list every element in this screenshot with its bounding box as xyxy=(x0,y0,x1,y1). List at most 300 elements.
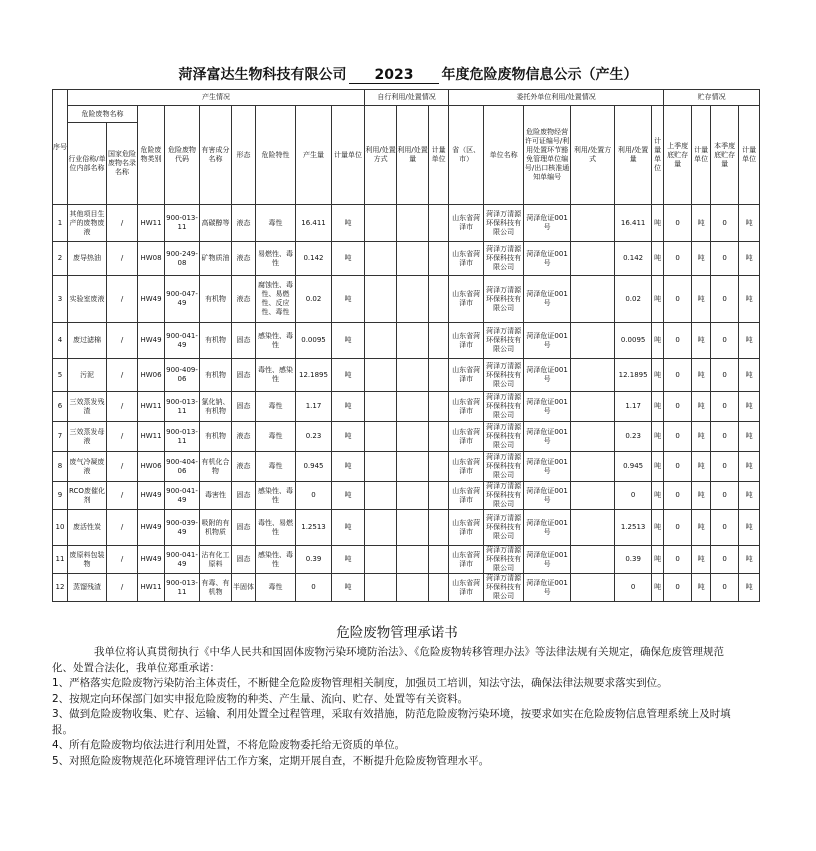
header-produced: 产生量 xyxy=(296,106,332,205)
cell-unit: 吨 xyxy=(332,422,365,452)
cell-self-amount xyxy=(397,323,429,359)
cell-self-unit xyxy=(429,422,449,452)
table-row xyxy=(53,510,760,546)
cell-permit: 菏泽危证001号 xyxy=(524,276,571,323)
cell-prev-unit: 吨 xyxy=(692,276,711,323)
cell-no: 1 xyxy=(53,205,68,242)
cell-category: HW11 xyxy=(138,574,165,602)
cell-form: 液态 xyxy=(232,205,256,242)
cell-cur-unit: 吨 xyxy=(739,510,760,546)
cell-code: 900-013-11 xyxy=(165,205,200,242)
cell-self-method xyxy=(365,359,397,392)
cell-unit-name: 菏泽万清源环保科技有限公司 xyxy=(484,276,524,323)
cell-province: 山东省菏泽市 xyxy=(449,574,484,602)
cell-form: 液态 xyxy=(232,422,256,452)
cell-unit-name: 菏泽万清源环保科技有限公司 xyxy=(484,574,524,602)
cell-self-amount xyxy=(397,392,429,422)
cell-ent-amount: 1.17 xyxy=(615,392,652,422)
cell-self-method xyxy=(365,452,397,482)
cell-ent-unit: 吨 xyxy=(652,276,664,323)
cell-form: 液态 xyxy=(232,452,256,482)
header-prev-unit: 计量单位 xyxy=(692,106,711,205)
cell-self-unit xyxy=(429,452,449,482)
cell-industry-name: 废过滤棉 xyxy=(68,323,107,359)
cell-category: HW49 xyxy=(138,482,165,510)
cell-self-unit xyxy=(429,510,449,546)
cell-prev-stock: 0 xyxy=(664,276,692,323)
cell-code: 900-041-49 xyxy=(165,323,200,359)
cell-permit: 菏泽危证001号 xyxy=(524,510,571,546)
cell-industry-name: 三效蒸发残渣 xyxy=(68,392,107,422)
commitment-item-5: 5、对照危险废物规范化环境管理评估工作方案，定期开展自查，不断提升危险废物管理水平。 xyxy=(52,754,490,767)
cell-component: 吸附的有机物质 xyxy=(200,510,232,546)
cell-hazard: 毒性、感染性 xyxy=(256,359,296,392)
cell-prev-stock: 0 xyxy=(664,242,692,276)
cell-ent-unit: 吨 xyxy=(652,242,664,276)
cell-produced: 1.2513 xyxy=(296,510,332,546)
header-category: 危险废物类别 xyxy=(138,106,165,205)
cell-ent-amount: 16.411 xyxy=(615,205,652,242)
cell-self-amount xyxy=(397,276,429,323)
cell-unit-name: 菏泽万清源环保科技有限公司 xyxy=(484,323,524,359)
cell-produced: 0.23 xyxy=(296,422,332,452)
cell-prev-unit: 吨 xyxy=(692,323,711,359)
cell-permit: 菏泽危证001号 xyxy=(524,482,571,510)
cell-national-name: / xyxy=(107,242,138,276)
cell-unit: 吨 xyxy=(332,452,365,482)
cell-cur-stock: 0 xyxy=(711,482,739,510)
cell-province: 山东省菏泽市 xyxy=(449,452,484,482)
cell-component: 有机物 xyxy=(200,359,232,392)
cell-component: 沾有化工原料 xyxy=(200,546,232,574)
cell-produced: 12.1895 xyxy=(296,359,332,392)
cell-hazard: 毒性 xyxy=(256,422,296,452)
header-unit: 计量单位 xyxy=(332,106,365,205)
cell-national-name: / xyxy=(107,359,138,392)
cell-code: 900-013-11 xyxy=(165,574,200,602)
cell-component: 矿物质油 xyxy=(200,242,232,276)
cell-no: 2 xyxy=(53,242,68,276)
cell-no: 4 xyxy=(53,323,68,359)
cell-unit-name: 菏泽万清源环保科技有限公司 xyxy=(484,422,524,452)
cell-industry-name: 其他项目生产的废物废液 xyxy=(68,205,107,242)
cell-ent-amount: 0.945 xyxy=(615,452,652,482)
commitment-letter xyxy=(52,622,742,769)
cell-prev-stock: 0 xyxy=(664,422,692,452)
cell-unit-name: 菏泽万清源环保科技有限公司 xyxy=(484,359,524,392)
header-unit-name: 单位名称 xyxy=(484,106,524,205)
cell-cur-stock: 0 xyxy=(711,452,739,482)
cell-prev-stock: 0 xyxy=(664,392,692,422)
cell-ent-method xyxy=(571,392,615,422)
header-ent-amount: 利用/处置量 xyxy=(615,106,652,205)
cell-cur-stock: 0 xyxy=(711,323,739,359)
cell-unit: 吨 xyxy=(332,242,365,276)
cell-ent-amount: 12.1895 xyxy=(615,359,652,392)
cell-code: 900-249-08 xyxy=(165,242,200,276)
cell-national-name: / xyxy=(107,205,138,242)
cell-industry-name: 废活性炭 xyxy=(68,510,107,546)
cell-component: 毒害性 xyxy=(200,482,232,510)
cell-national-name: / xyxy=(107,422,138,452)
cell-category: HW11 xyxy=(138,205,165,242)
cell-self-method xyxy=(365,422,397,452)
cell-ent-method xyxy=(571,323,615,359)
cell-prev-unit: 吨 xyxy=(692,242,711,276)
cell-national-name: / xyxy=(107,546,138,574)
cell-prev-stock: 0 xyxy=(664,546,692,574)
cell-self-amount xyxy=(397,546,429,574)
cell-industry-name: 废导热油 xyxy=(68,242,107,276)
header-row-1 xyxy=(53,90,760,106)
cell-cur-unit: 吨 xyxy=(739,546,760,574)
cell-component: 高碳醇等 xyxy=(200,205,232,242)
cell-category: HW06 xyxy=(138,359,165,392)
cell-form: 固态 xyxy=(232,392,256,422)
cell-category: HW49 xyxy=(138,276,165,323)
cell-province: 山东省菏泽市 xyxy=(449,392,484,422)
cell-ent-unit: 吨 xyxy=(652,323,664,359)
header-prev-stock: 上季度底贮存量 xyxy=(664,106,692,205)
cell-unit-name: 菏泽万清源环保科技有限公司 xyxy=(484,392,524,422)
cell-component: 氯化钠、有机物 xyxy=(200,392,232,422)
header-province: 省（区、市） xyxy=(449,106,484,205)
cell-prev-unit: 吨 xyxy=(692,510,711,546)
header-industry-name: 行业俗称/单位内部名称 xyxy=(68,123,107,205)
cell-form: 固态 xyxy=(232,546,256,574)
cell-cur-stock: 0 xyxy=(711,546,739,574)
cell-component: 有机物 xyxy=(200,422,232,452)
cell-ent-amount: 0 xyxy=(615,574,652,602)
cell-unit: 吨 xyxy=(332,205,365,242)
cell-ent-amount: 0.142 xyxy=(615,242,652,276)
cell-industry-name: 废原料包装物 xyxy=(68,546,107,574)
cell-ent-amount: 0.0095 xyxy=(615,323,652,359)
cell-self-method xyxy=(365,574,397,602)
cell-self-amount xyxy=(397,242,429,276)
cell-self-method xyxy=(365,510,397,546)
cell-prev-stock: 0 xyxy=(664,452,692,482)
cell-ent-unit: 吨 xyxy=(652,510,664,546)
cell-cur-stock: 0 xyxy=(711,276,739,323)
cell-cur-unit: 吨 xyxy=(739,205,760,242)
cell-unit: 吨 xyxy=(332,392,365,422)
cell-hazard: 毒性、易燃性 xyxy=(256,510,296,546)
cell-unit: 吨 xyxy=(332,359,365,392)
cell-prev-stock: 0 xyxy=(664,323,692,359)
document-title xyxy=(0,64,816,84)
cell-code: 900-013-11 xyxy=(165,392,200,422)
header-ent-unit: 计量单位 xyxy=(652,106,664,205)
cell-produced: 16.411 xyxy=(296,205,332,242)
cell-ent-method xyxy=(571,482,615,510)
cell-national-name: / xyxy=(107,482,138,510)
cell-hazard: 毒性 xyxy=(256,452,296,482)
cell-hazard: 易燃性、毒性 xyxy=(256,242,296,276)
cell-self-unit xyxy=(429,359,449,392)
cell-produced: 1.17 xyxy=(296,392,332,422)
cell-ent-unit: 吨 xyxy=(652,546,664,574)
header-self-method: 利用/处置方式 xyxy=(365,106,397,205)
cell-ent-unit: 吨 xyxy=(652,482,664,510)
cell-no: 11 xyxy=(53,546,68,574)
cell-ent-unit: 吨 xyxy=(652,452,664,482)
title-suffix: 年度危险废物信息公示（产生） xyxy=(441,67,638,83)
cell-ent-unit: 吨 xyxy=(652,359,664,392)
header-storage: 贮存情况 xyxy=(664,90,760,106)
table-row xyxy=(53,323,760,359)
cell-cur-unit: 吨 xyxy=(739,482,760,510)
cell-ent-method xyxy=(571,574,615,602)
cell-self-unit xyxy=(429,205,449,242)
header-self-disposal: 自行利用/处置情况 xyxy=(365,90,449,106)
cell-unit-name: 菏泽万清源环保科技有限公司 xyxy=(484,546,524,574)
cell-form: 液态 xyxy=(232,242,256,276)
cell-cur-unit: 吨 xyxy=(739,359,760,392)
cell-unit: 吨 xyxy=(332,276,365,323)
cell-self-method xyxy=(365,242,397,276)
cell-national-name: / xyxy=(107,276,138,323)
header-ent-method: 利用/处置方式 xyxy=(571,106,615,205)
cell-component: 有机化合物 xyxy=(200,452,232,482)
cell-prev-unit: 吨 xyxy=(692,205,711,242)
cell-self-amount xyxy=(397,422,429,452)
cell-permit: 菏泽危证001号 xyxy=(524,205,571,242)
cell-cur-stock: 0 xyxy=(711,359,739,392)
cell-hazard: 毒性 xyxy=(256,205,296,242)
cell-cur-unit: 吨 xyxy=(739,574,760,602)
cell-prev-stock: 0 xyxy=(664,510,692,546)
cell-unit-name: 菏泽万清源环保科技有限公司 xyxy=(484,242,524,276)
cell-ent-method xyxy=(571,546,615,574)
cell-national-name: / xyxy=(107,510,138,546)
cell-prev-stock: 0 xyxy=(664,359,692,392)
cell-produced: 0 xyxy=(296,574,332,602)
table-row xyxy=(53,392,760,422)
cell-self-unit xyxy=(429,574,449,602)
header-national-name: 国家危险废物名录名称 xyxy=(107,123,138,205)
cell-unit-name: 菏泽万清源环保科技有限公司 xyxy=(484,452,524,482)
cell-code: 900-409-06 xyxy=(165,359,200,392)
cell-national-name: / xyxy=(107,323,138,359)
commitment-item-3: 3、做到危险废物收集、贮存、运输、利用处置全过程管理，采取有效措施，防范危险废物污染环境，按要求如实在危险废物信息管理系统上及时填报。 xyxy=(52,708,731,736)
cell-self-amount xyxy=(397,510,429,546)
cell-code: 900-041-49 xyxy=(165,546,200,574)
cell-ent-amount: 0 xyxy=(615,482,652,510)
cell-ent-unit: 吨 xyxy=(652,205,664,242)
cell-no: 9 xyxy=(53,482,68,510)
cell-form: 固态 xyxy=(232,482,256,510)
cell-cur-stock: 0 xyxy=(711,205,739,242)
cell-province: 山东省菏泽市 xyxy=(449,546,484,574)
cell-cur-unit: 吨 xyxy=(739,323,760,359)
cell-cur-stock: 0 xyxy=(711,510,739,546)
cell-category: HW11 xyxy=(138,422,165,452)
cell-no: 3 xyxy=(53,276,68,323)
cell-ent-method xyxy=(571,452,615,482)
cell-prev-unit: 吨 xyxy=(692,452,711,482)
table-row xyxy=(53,359,760,392)
cell-cur-unit: 吨 xyxy=(739,422,760,452)
cell-form: 固态 xyxy=(232,323,256,359)
cell-ent-unit: 吨 xyxy=(652,392,664,422)
cell-industry-name: RCO废催化剂 xyxy=(68,482,107,510)
cell-prev-stock: 0 xyxy=(664,482,692,510)
cell-ent-amount: 0.39 xyxy=(615,546,652,574)
cell-province: 山东省菏泽市 xyxy=(449,242,484,276)
cell-province: 山东省菏泽市 xyxy=(449,205,484,242)
cell-component: 有机物 xyxy=(200,276,232,323)
cell-prev-stock: 0 xyxy=(664,574,692,602)
cell-national-name: / xyxy=(107,574,138,602)
cell-produced: 0.39 xyxy=(296,546,332,574)
commitment-title: 危险废物管理承诺书 xyxy=(336,625,458,641)
cell-prev-stock: 0 xyxy=(664,205,692,242)
cell-ent-method xyxy=(571,205,615,242)
cell-self-amount xyxy=(397,359,429,392)
header-cur-unit: 计量单位 xyxy=(739,106,760,205)
cell-code: 900-013-11 xyxy=(165,422,200,452)
cell-produced: 0.0095 xyxy=(296,323,332,359)
cell-self-method xyxy=(365,205,397,242)
cell-prev-unit: 吨 xyxy=(692,482,711,510)
table-row xyxy=(53,546,760,574)
header-production: 产生情况 xyxy=(68,90,365,106)
cell-form: 液态 xyxy=(232,276,256,323)
cell-ent-unit: 吨 xyxy=(652,574,664,602)
cell-ent-method xyxy=(571,242,615,276)
cell-province: 山东省菏泽市 xyxy=(449,510,484,546)
cell-self-method xyxy=(365,276,397,323)
cell-self-unit xyxy=(429,276,449,323)
cell-self-unit xyxy=(429,392,449,422)
cell-self-method xyxy=(365,323,397,359)
cell-category: HW49 xyxy=(138,323,165,359)
cell-industry-name: 实验室废液 xyxy=(68,276,107,323)
header-self-amount: 利用/处置量 xyxy=(397,106,429,205)
table-row xyxy=(53,276,760,323)
header-row-2 xyxy=(53,106,760,123)
header-hazard: 危险特性 xyxy=(256,106,296,205)
cell-cur-unit: 吨 xyxy=(739,276,760,323)
commitment-item-4: 4、所有危险废物均依法进行利用处置，不将危险废物委托给无资质的单位。 xyxy=(52,739,406,751)
cell-province: 山东省菏泽市 xyxy=(449,276,484,323)
cell-prev-unit: 吨 xyxy=(692,359,711,392)
cell-national-name: / xyxy=(107,452,138,482)
cell-cur-unit: 吨 xyxy=(739,392,760,422)
hazardous-waste-table xyxy=(52,89,760,602)
cell-industry-name: 废气冷凝废液 xyxy=(68,452,107,482)
cell-form: 固态 xyxy=(232,510,256,546)
header-component: 有害成分名称 xyxy=(200,106,232,205)
cell-code: 900-047-49 xyxy=(165,276,200,323)
cell-no: 5 xyxy=(53,359,68,392)
cell-self-method xyxy=(365,392,397,422)
cell-self-amount xyxy=(397,205,429,242)
cell-produced: 0 xyxy=(296,482,332,510)
cell-cur-stock: 0 xyxy=(711,574,739,602)
cell-code: 900-404-06 xyxy=(165,452,200,482)
cell-ent-method xyxy=(571,359,615,392)
cell-hazard: 感染性、毒性 xyxy=(256,323,296,359)
cell-permit: 菏泽危证001号 xyxy=(524,323,571,359)
cell-ent-method xyxy=(571,510,615,546)
cell-national-name: / xyxy=(107,392,138,422)
cell-permit: 菏泽危证001号 xyxy=(524,546,571,574)
cell-hazard: 腐蚀性、毒性、易燃性、反应性、毒性 xyxy=(256,276,296,323)
header-cur-stock: 本季度底贮存量 xyxy=(711,106,739,205)
cell-code: 900-039-49 xyxy=(165,510,200,546)
header-self-unit: 计量单位 xyxy=(429,106,449,205)
cell-cur-unit: 吨 xyxy=(739,452,760,482)
cell-prev-unit: 吨 xyxy=(692,422,711,452)
cell-cur-unit: 吨 xyxy=(739,242,760,276)
cell-hazard: 毒性 xyxy=(256,574,296,602)
table-row xyxy=(53,574,760,602)
cell-industry-name: 蒸馏残渣 xyxy=(68,574,107,602)
report-year: 2023 xyxy=(349,67,440,84)
cell-cur-stock: 0 xyxy=(711,392,739,422)
cell-province: 山东省菏泽市 xyxy=(449,482,484,510)
cell-permit: 菏泽危证001号 xyxy=(524,392,571,422)
commitment-intro: 我单位将认真贯彻执行《中华人民共和国固体废物污染环境防治法》、《危险废物转移管理办法》等法律法规有关规定，确保危废管理规范化、处置合法化，我单位郑重承诺： xyxy=(52,646,724,674)
cell-self-unit xyxy=(429,546,449,574)
cell-no: 6 xyxy=(53,392,68,422)
cell-code: 900-041-49 xyxy=(165,482,200,510)
cell-ent-amount: 0.02 xyxy=(615,276,652,323)
table-row xyxy=(53,242,760,276)
header-seq: 序号 xyxy=(53,90,68,205)
commitment-item-2: 2、按规定向环保部门如实申报危险废物的种类、产生量、流向、贮存、处置等有关资料。 xyxy=(52,692,469,705)
cell-no: 12 xyxy=(53,574,68,602)
cell-ent-unit: 吨 xyxy=(652,422,664,452)
cell-unit-name: 菏泽万清源环保科技有限公司 xyxy=(484,205,524,242)
cell-component: 有机物 xyxy=(200,323,232,359)
cell-ent-amount: 1.2513 xyxy=(615,510,652,546)
header-form: 形态 xyxy=(232,106,256,205)
cell-category: HW49 xyxy=(138,510,165,546)
cell-self-amount xyxy=(397,574,429,602)
cell-self-method xyxy=(365,482,397,510)
cell-self-method xyxy=(365,546,397,574)
cell-no: 10 xyxy=(53,510,68,546)
cell-component: 有毒、有机物 xyxy=(200,574,232,602)
cell-industry-name: 污泥 xyxy=(68,359,107,392)
cell-produced: 0.02 xyxy=(296,276,332,323)
cell-prev-unit: 吨 xyxy=(692,546,711,574)
table-row xyxy=(53,482,760,510)
cell-unit: 吨 xyxy=(332,546,365,574)
cell-self-amount xyxy=(397,452,429,482)
cell-prev-unit: 吨 xyxy=(692,392,711,422)
table-row xyxy=(53,205,760,242)
cell-prev-unit: 吨 xyxy=(692,574,711,602)
header-code: 危险废物代码 xyxy=(165,106,200,205)
cell-ent-method xyxy=(571,422,615,452)
cell-permit: 菏泽危证001号 xyxy=(524,452,571,482)
cell-permit: 菏泽危证001号 xyxy=(524,359,571,392)
header-waste-name: 危险废物名称 xyxy=(68,106,138,123)
cell-hazard: 感染性、毒性 xyxy=(256,546,296,574)
cell-no: 7 xyxy=(53,422,68,452)
cell-permit: 菏泽危证001号 xyxy=(524,574,571,602)
cell-unit: 吨 xyxy=(332,510,365,546)
cell-hazard: 毒性 xyxy=(256,392,296,422)
cell-unit: 吨 xyxy=(332,323,365,359)
cell-province: 山东省菏泽市 xyxy=(449,422,484,452)
cell-industry-name: 三效蒸发母液 xyxy=(68,422,107,452)
cell-self-unit xyxy=(429,482,449,510)
